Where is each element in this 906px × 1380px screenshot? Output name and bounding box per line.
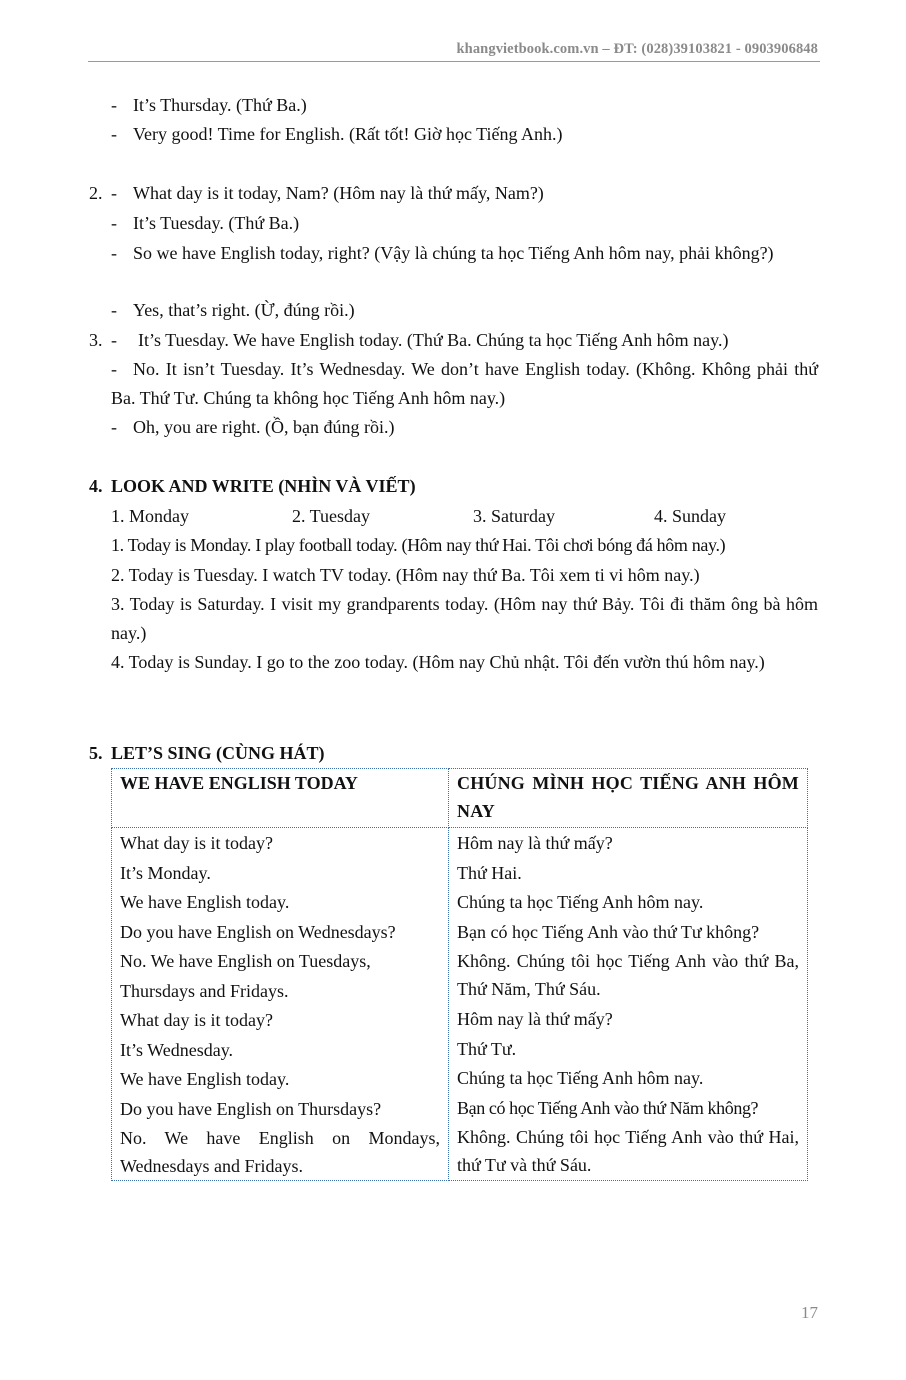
dialogue-line: - So we have English today, right? (Vậy là chúng ta học Tiếng Anh hôm nay, phải không?) [111,243,774,263]
lyric-line: Thứ Hai. [457,862,522,883]
dialogue-number: 3. [89,330,103,350]
answer-sentence: 2. Today is Tuesday. I watch TV today. (Hôm nay thứ Ba. Tôi xem ti vi hôm nay.) [111,565,700,585]
word-option: 1. Monday [111,506,189,526]
lyric-line: Chúng ta học Tiếng Anh hôm nay. [457,892,704,912]
answer-sentence: 1. Today is Monday. I play football today. (Hôm nay thứ Hai. Tôi chơi bóng đá hôm nay.) [111,535,726,555]
dialogue-line: - Yes, that’s right. (Ừ, đúng rồi.) [111,300,355,320]
lyric-line: What day is it today? [120,833,273,853]
section-number: 5. [89,743,103,763]
lyric-line: Bạn có học Tiếng Anh vào thứ Năm không? [457,1097,759,1118]
dialogue-line: - No. It isn’t Tuesday. It’s Wednesday. We don’t have English today. (Không. Không phải thứ Ba. Thứ Tư. Chúng ta không học Tiếng Anh hôm nay.) [111,359,818,408]
song-title-vi: CHÚNG MÌNH HỌC TIẾNG ANH HÔM NAY [449,769,808,828]
lyrics-vi [449,828,808,1181]
dialogue-line: - Oh, you are right. (Ồ, bạn đúng rồi.) [111,417,395,437]
word-option: 2. Tuesday [292,506,371,526]
dialogue-line: - It’s Tuesday. We have English today. (Thứ Ba. Chúng ta học Tiếng Anh hôm nay.) [111,330,729,350]
lyric-line: Thứ Tư. [457,1038,517,1059]
word-option: 3. Saturday [473,506,555,526]
lyric-line: It’s Monday. [120,862,211,883]
lyric-line: We have English today. [120,1069,290,1089]
lyric-line: What day is it today? [120,1010,273,1030]
answer-sentence: 3. Today is Saturday. I visit my grandparents today. (Hôm nay thứ Bảy. Tôi đi thăm ông bà hôm nay.) [111,594,818,643]
song-lyrics-row [112,828,808,1181]
lyric-line: Do you have English on Wednesdays? [120,921,396,942]
dialogue-number: 2. [89,183,103,203]
dialogue-line: - It’s Thursday. (Thứ Ba.) [111,95,307,115]
word-option: 4. Sunday [654,506,726,526]
lyric-line: It’s Wednesday. [120,1039,234,1060]
song-table [111,768,808,1181]
lyric-line: Do you have English on Thursdays? [120,1098,382,1119]
section-title: LET’S SING (CÙNG HÁT) [111,743,325,763]
page-header: khangvietbook.com.vn – ĐT: (028)39103821 - 0903906848 [456,41,818,57]
lyric-line: Hôm nay là thứ mấy? [457,1009,613,1029]
dialogue-line: - It’s Tuesday. (Thứ Ba.) [111,213,300,233]
song-title-en: WE HAVE ENGLISH TODAY [112,769,449,828]
dialogue-line: - What day is it today, Nam? (Hôm nay là thứ mấy, Nam?) [111,183,544,203]
header-divider [88,61,820,62]
section-number: 4. [89,476,103,496]
lyric-line: No. We have English on Mondays, Wednesdays and Fridays. [120,1128,440,1176]
lyric-line: Không. Chúng tôi học Tiếng Anh vào thứ Hai, thứ Tư và thứ Sáu. [457,1127,799,1175]
answer-sentence: 4. Today is Sunday. I go to the zoo today. (Hôm nay Chủ nhật. Tôi đến vườn thú hôm nay.) [111,652,765,672]
lyrics-en [112,828,449,1181]
lyric-line: Chúng ta học Tiếng Anh hôm nay. [457,1068,704,1088]
lyric-line: No. We have English on Tuesdays, [120,951,371,971]
song-table-header-row [112,769,808,828]
dialogue-line: - Very good! Time for English. (Rất tốt! Giờ học Tiếng Anh.) [111,124,563,144]
lyric-line: Hôm nay là thứ mấy? [457,833,613,853]
lyric-line: We have English today. [120,892,290,912]
lyric-line: Không. Chúng tôi học Tiếng Anh vào thứ Ba, Thứ Năm, Thứ Sáu. [457,951,799,999]
page-number: 17 [801,1303,818,1322]
lyric-line: Bạn có học Tiếng Anh vào thứ Tư không? [457,921,760,942]
lyric-line: Thursdays and Fridays. [120,980,289,1001]
section-title: LOOK AND WRITE (NHÌN VÀ VIẾT) [111,476,416,496]
